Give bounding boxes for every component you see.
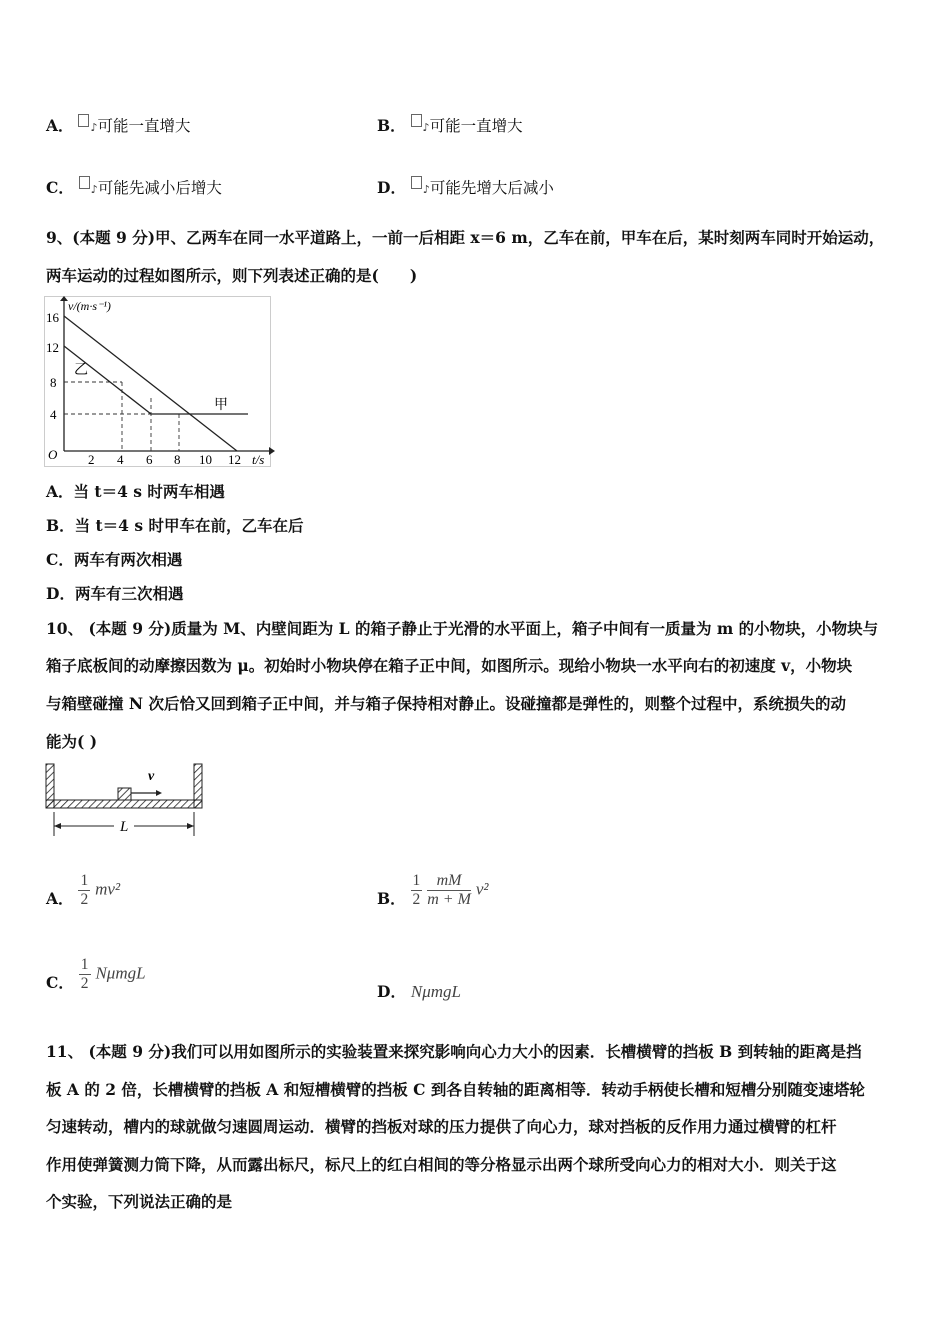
- q10-option-c: C． $\frac{1}{2}$ NμmgL: [46, 956, 146, 992]
- q10-option-a: A． $\frac{1}{2}$ mv²: [46, 872, 121, 908]
- q11-stem-line1: 11、 (本题 9 分)我们可以用如图所示的实验装置来探究影响向心力大小的因素．长槽横臂的挡板 B 到转轴的距离是挡: [46, 1042, 862, 1061]
- ytick-12: 12: [46, 340, 59, 355]
- velocity-arrow-head: [156, 790, 162, 796]
- dim-arrow-left: [54, 823, 61, 829]
- placeholder-box-icon: [79, 176, 90, 189]
- series-label-yi: 乙: [74, 362, 88, 378]
- xtick-12: 12: [228, 452, 241, 467]
- q11-stem-line4: 作用使弹簧测力筒下降，从而露出标尺，标尺上的红白相间的等分格显示出两个球所受向心力的相对大小．则关于这: [46, 1155, 837, 1174]
- q10-stem-line1: 10、 (本题 9 分)质量为 M、内壁间距为 L 的箱子静止于光滑的水平面上，箱子中间有一质量为 m 的小物块，小物块与: [46, 619, 879, 638]
- placeholder-box-icon: [78, 114, 89, 127]
- q8-option-c: C． ♪可能先减小后增大: [46, 178, 222, 197]
- fraction-mass: $\frac{mM}{m + M}$: [427, 872, 471, 908]
- q11-stem-line3: 匀速转动，槽内的球就做匀速圆周运动．横臂的挡板对球的压力提供了向心力，球对挡板的反作用力通过横臂的杠杆: [46, 1117, 837, 1136]
- q9-stem-line1: 9、(本题 9 分)甲、乙两车在同一水平道路上，一前一后相距 x＝6 m，乙车在前，甲车在后，某时刻两车同时开始运动，: [46, 228, 885, 247]
- xtick-10: 10: [199, 452, 212, 467]
- q10-stem-line3: 与箱壁碰撞 N 次后恰又回到箱子正中间，并与箱子保持相对静止。设碰撞都是弹性的，则整个过程中，系统损失的动: [46, 694, 846, 713]
- ytick-8: 8: [50, 375, 57, 390]
- q9-stem-line2: 两车运动的过程如图所示，则下列表述正确的是( ): [46, 266, 418, 285]
- small-block: [118, 788, 131, 800]
- note-icon: ♪: [422, 183, 430, 196]
- xtick-6: 6: [146, 452, 153, 467]
- q10-box-figure: [44, 760, 210, 840]
- fraction-half: $\frac{1}{2}$: [80, 956, 89, 992]
- q8-option-d: D． ♪可能先增大后减小: [377, 178, 554, 197]
- box-floor: [46, 800, 202, 808]
- placeholder-box-icon: [411, 176, 422, 189]
- origin-label: O: [48, 447, 58, 462]
- q9-option-a: A．当 t＝4 s 时两车相遇: [46, 482, 225, 501]
- fraction-half: $\frac{1}{2}$: [412, 872, 421, 908]
- q10-option-d: D． NμmgL: [377, 982, 461, 1001]
- ytick-16: 16: [46, 310, 59, 325]
- q9-option-b: B．当 t＝4 s 时甲车在前，乙车在后: [46, 516, 304, 535]
- xtick-8: 8: [174, 452, 181, 467]
- series-line-jia-decel: [64, 316, 237, 451]
- series-label-jia: 甲: [214, 397, 228, 413]
- note-icon: ♪: [90, 183, 98, 196]
- velocity-label: v: [148, 769, 155, 784]
- q11-stem-line2: 板 A 的 2 倍，长槽横臂的挡板 A 和短槽横臂的挡板 C 到各自转轴的距离相等．转动手柄使长槽和短槽分别随变速塔轮: [46, 1080, 865, 1099]
- q9-option-d: D．两车有三次相遇: [46, 584, 184, 603]
- q10-option-b: B． $\frac{1}{2}$ $\frac{mM}{m + M}$ v²: [377, 872, 489, 908]
- q11-stem-line5: 个实验，下列说法正确的是: [46, 1192, 233, 1211]
- length-label: L: [120, 819, 129, 835]
- ytick-4: 4: [50, 407, 57, 422]
- note-icon: ♪: [90, 121, 98, 134]
- q8-option-b: B． ♪可能一直增大: [377, 116, 523, 135]
- xtick-2: 2: [88, 452, 95, 467]
- q9-option-c: C．两车有两次相遇: [46, 550, 183, 569]
- t-axis-arrow: [269, 447, 275, 455]
- dim-arrow-right: [187, 823, 194, 829]
- q10-stem-line2: 箱子底板间的动摩擦因数为 μ。初始时小物块停在箱子正中间，如图所示。现给小物块一水平向右的初速度 v，小物块: [46, 656, 853, 675]
- q8-option-a: A． ♪可能一直增大: [46, 116, 191, 135]
- q10-stem-line4: 能为( ): [46, 732, 98, 751]
- y-axis-label: v/(m·s⁻¹): [68, 299, 111, 313]
- x-axis-label: t/s: [252, 452, 265, 467]
- placeholder-box-icon: [411, 114, 422, 127]
- xtick-4: 4: [117, 452, 124, 467]
- note-icon: ♪: [422, 121, 430, 134]
- graph-frame: [45, 297, 271, 467]
- fraction-half: $\frac{1}{2}$: [80, 872, 89, 908]
- q9-vt-graph: [44, 296, 276, 470]
